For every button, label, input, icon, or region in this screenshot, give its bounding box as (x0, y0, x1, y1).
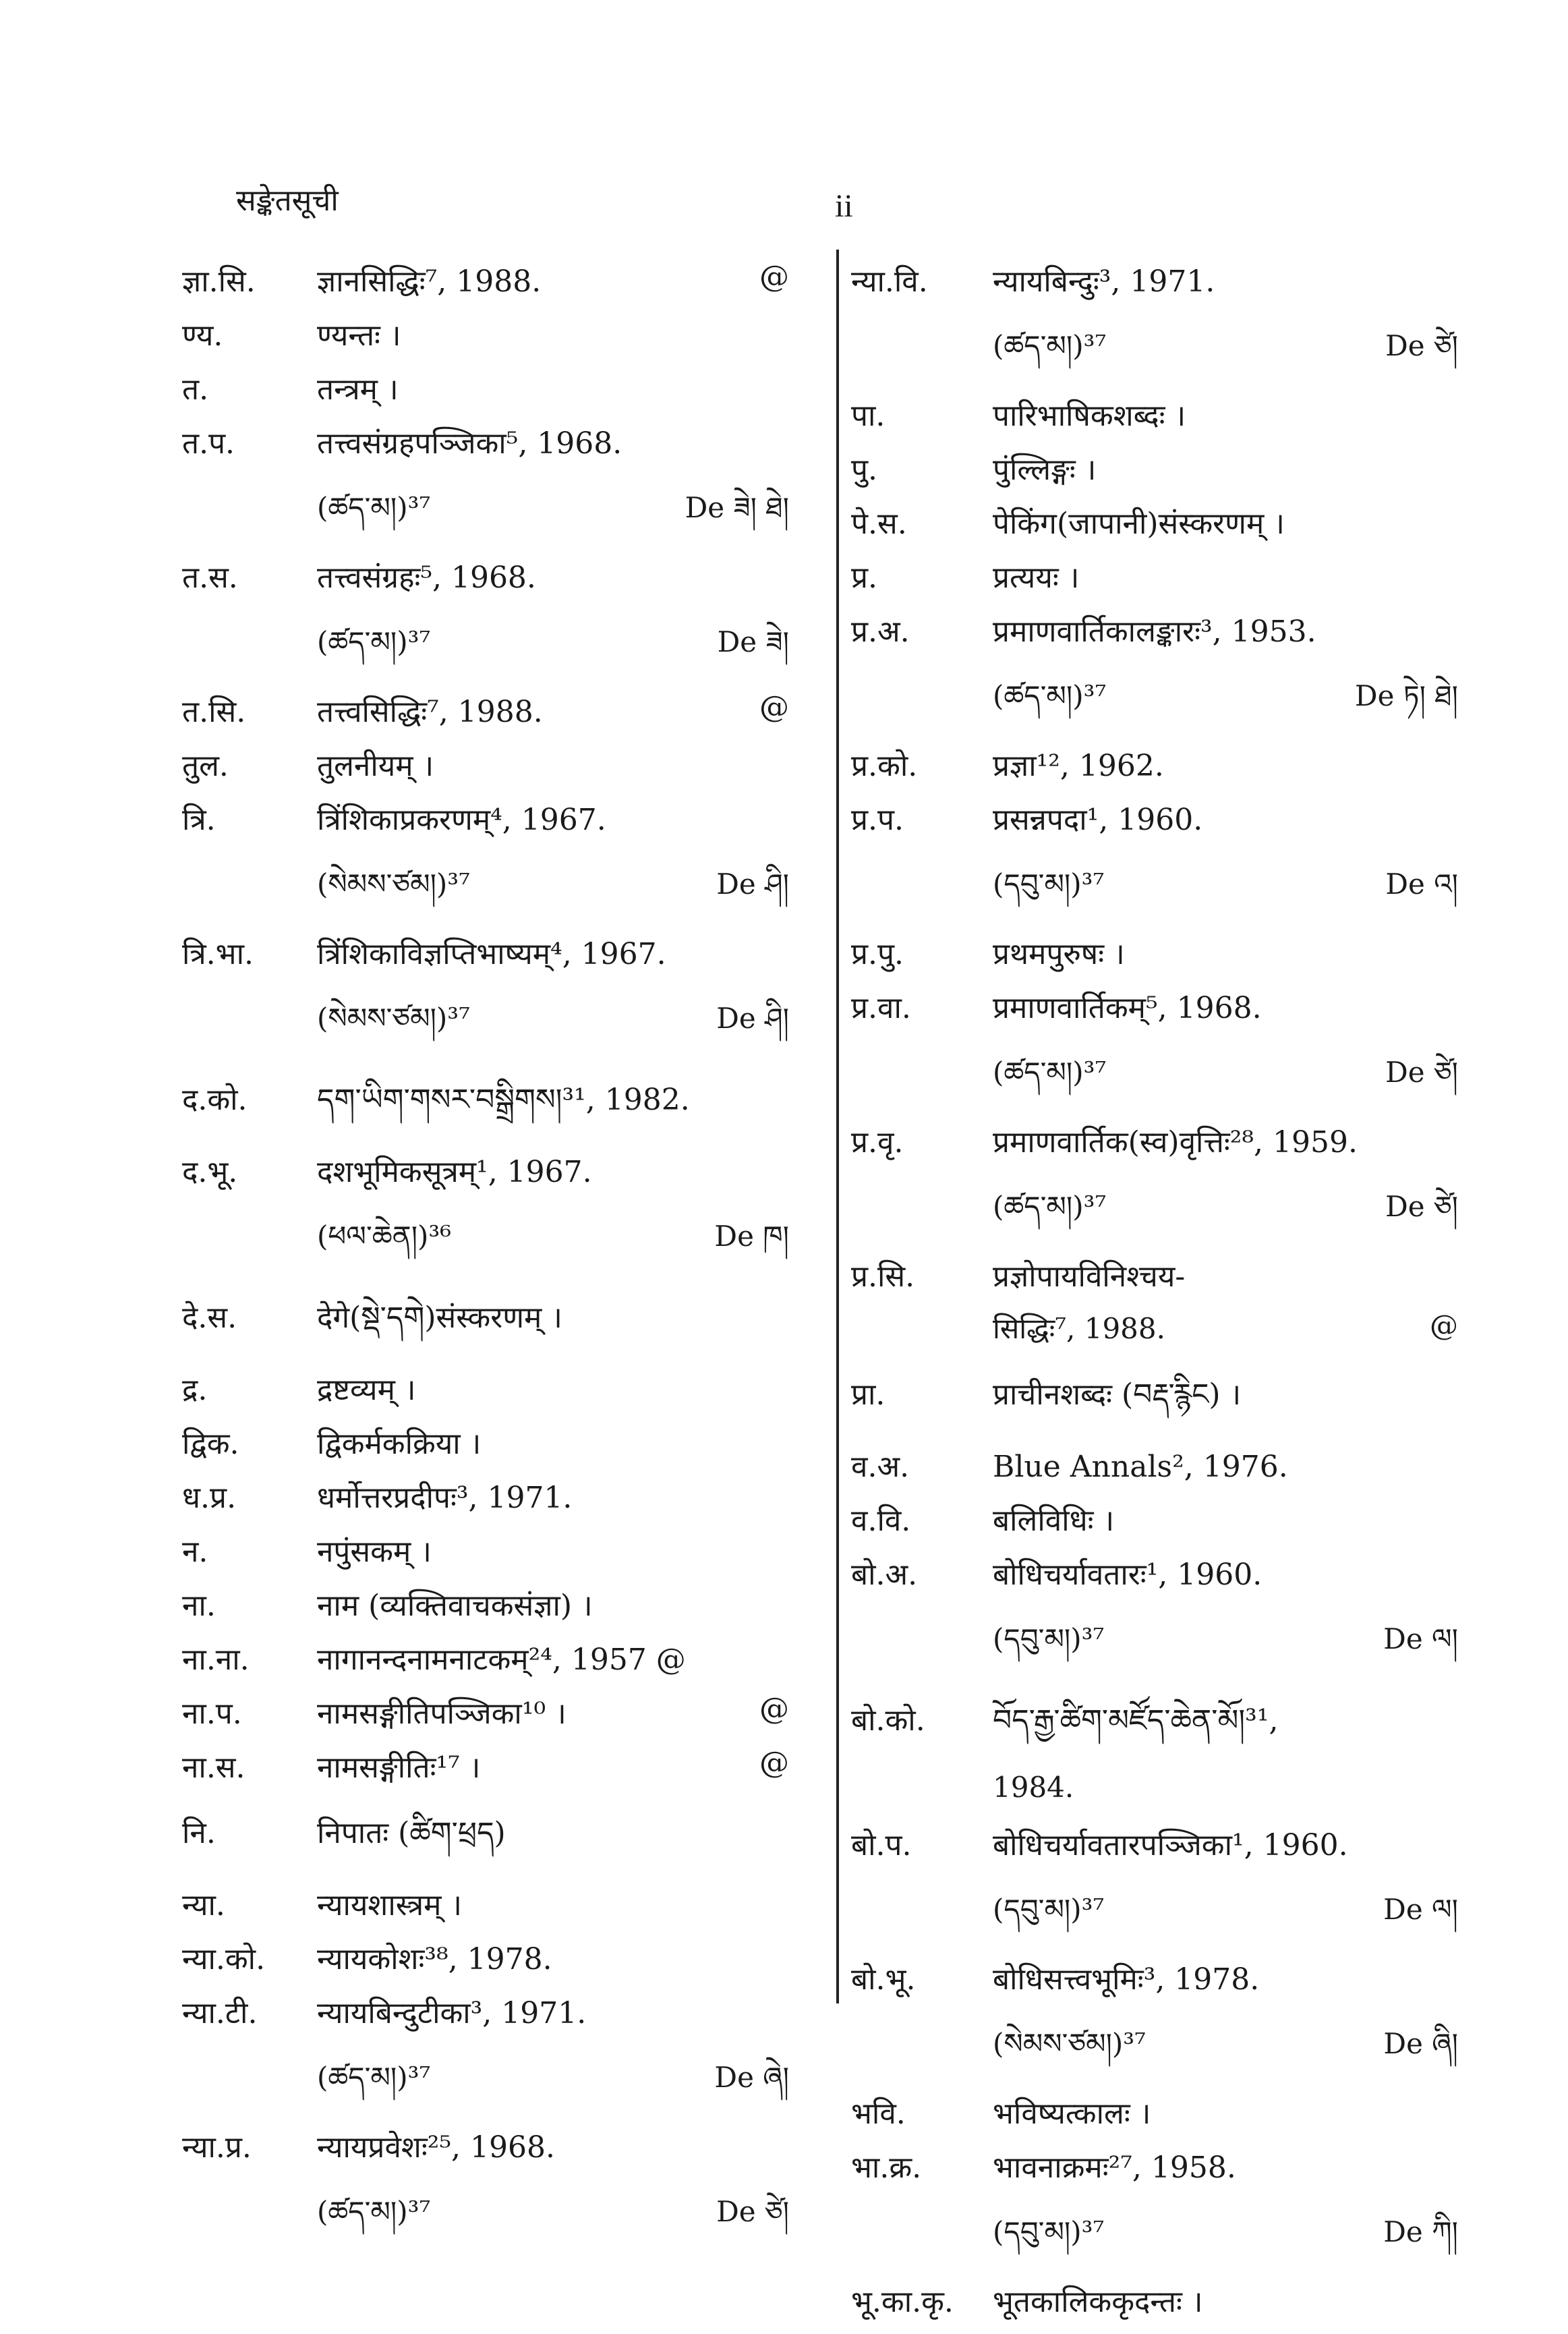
abbreviation-entry (182, 932, 789, 1066)
abbreviation-entry (851, 2146, 1458, 2280)
abbreviation-entry (182, 1800, 789, 1883)
entry-expansion: དག་ཡིག་གསར་བསྒྲིགས།³¹, 1982. (317, 1083, 690, 1117)
entry-main-row (182, 1368, 789, 1422)
entry-main-row (851, 1958, 1458, 2012)
entry-abbreviation: न्या.को. (182, 1942, 266, 1976)
entry-sub-row (182, 476, 789, 556)
entry-main-row (851, 1445, 1458, 1499)
abbreviation-entry (182, 1692, 789, 1746)
entry-abbreviation: व.वि. (851, 1504, 911, 1538)
entry-expansion: धर्मोत्तरप्रदीपः³, 1971. (317, 1481, 573, 1515)
entry-main-row (182, 1530, 789, 1584)
abbreviation-entry (851, 1823, 1458, 1958)
entry-marker: @ (759, 1692, 789, 1726)
entry-expansion: दशभूमिकसूत्रम्¹, 1967. (317, 1155, 592, 1189)
entry-expansion: बलिविधिः । (993, 1504, 1115, 1538)
entry-expansion: प्रथमपुरुषः । (993, 937, 1125, 971)
entry-abbreviation: प्र.सि. (851, 1259, 915, 1294)
entry-main-row (851, 260, 1458, 314)
entry-expansion: བོད་རྒྱ་ཚིག་མཛོད་ཆེན་མོ།³¹, (993, 1703, 1279, 1738)
entry-sub-row (182, 2180, 789, 2260)
entry-sub-row (182, 1204, 789, 1284)
entry-sub-row (851, 852, 1458, 932)
entry-category: (ཚད་མ།)³⁷ (317, 2195, 431, 2228)
entry-main-row (851, 610, 1458, 664)
entry-expansion: भूतकालिककृदन्तः । (993, 2285, 1203, 2319)
entry-category: (ཚད་མ།)³⁷ (317, 491, 431, 524)
entry-abbreviation: दे.स. (182, 1301, 237, 1335)
entry-expansion: न्यायशास्त्रम् । (317, 1888, 463, 1923)
abbreviation-entry (851, 932, 1458, 986)
abbreviation-entry (182, 1368, 789, 1422)
entry-abbreviation: व.अ. (851, 1450, 910, 1484)
entry-derge-ref: De ཙེ། (1385, 1056, 1458, 1089)
entry-abbreviation: त्रि.भा. (182, 937, 254, 971)
abbreviation-entry (182, 314, 789, 368)
entry-abbreviation: ना.प. (182, 1697, 242, 1731)
entry-main-row (182, 556, 789, 610)
entry-main-row (182, 260, 789, 314)
entry-expansion: तत्त्वसिद्धिः⁷, 1988. (317, 695, 543, 729)
entry-abbreviation: प्र.अ. (851, 615, 910, 649)
entry-category: सिद्धिः⁷, 1988. (993, 1312, 1165, 1345)
entry-category: (ཚད་མ།)³⁷ (993, 1056, 1107, 1089)
abbreviation-entry (182, 1422, 789, 1476)
entry-expansion: त्रिंशिकाविज्ञप्तिभाष्यम्⁴, 1967. (317, 937, 666, 971)
abbreviation-entry (851, 798, 1458, 932)
entry-abbreviation: न्या.वि. (851, 264, 928, 299)
entry-abbreviation: बो.अ. (851, 1558, 918, 1592)
entry-expansion: पेकिंग(जापानी)संस्करणम् । (993, 507, 1285, 541)
entry-expansion: प्राचीनशब्दः (བརྡ་རྙིང) । (993, 1377, 1242, 1412)
abbreviation-entry (851, 1553, 1458, 1687)
entry-expansion: नामसङ्गीतिः¹⁷ । (317, 1750, 481, 1785)
entry-derge-ref: De ལ། (1383, 1622, 1458, 1655)
entry-expansion: नाम (व्यक्तिवाचकसंज्ञा) । (317, 1589, 593, 1623)
entry-main-row (182, 798, 789, 852)
entry-expansion: प्रमाणवार्तिक(स्व)वृत्तिः²⁸, 1959. (993, 1125, 1358, 1160)
abbreviation-entry (182, 1066, 789, 1150)
entry-category: (སེམས་ཙམ།)³⁷ (317, 867, 470, 901)
abbreviation-entry (851, 394, 1458, 448)
entry-abbreviation: प्रा. (851, 1377, 885, 1412)
abbreviation-entry (851, 1445, 1458, 1499)
abbreviation-entry (851, 502, 1458, 556)
entry-sub-row (851, 2012, 1458, 2092)
abbreviation-entry (851, 986, 1458, 1120)
entry-marker: @ (759, 690, 789, 724)
entry-sub-row (182, 610, 789, 690)
entry-expansion: प्रत्ययः । (993, 561, 1080, 595)
entry-derge-ref: De ཞེ། (714, 2061, 789, 2094)
entry-derge-ref: De ཁ། (714, 1220, 789, 1253)
entry-main-row (182, 368, 789, 422)
entry-derge-ref: De ཞི། (1383, 2027, 1458, 2060)
entry-category: (དབུ་མ།)³⁷ (993, 867, 1105, 901)
entry-abbreviation: प्र.को. (851, 749, 918, 783)
entry-abbreviation: बो.को. (851, 1703, 925, 1738)
page-number: ii (835, 188, 853, 224)
abbreviation-entry (851, 448, 1458, 502)
entry-main-row (182, 1883, 789, 1937)
entry-abbreviation: ना. (182, 1589, 216, 1623)
entry-main-row (851, 556, 1458, 610)
entry-expansion: न्यायबिन्दुः³, 1971. (993, 264, 1215, 299)
entry-abbreviation: प्र.पु. (851, 937, 904, 971)
entry-main-row (851, 1361, 1458, 1445)
entry-category: (དབུ་མ།)³⁷ (993, 2215, 1105, 2248)
entry-category: (ཚད་མ།)³⁷ (993, 1190, 1107, 1223)
entry-main-row (851, 502, 1458, 556)
entry-main-row (182, 1284, 789, 1368)
entry-expansion: प्रसन्नपदा¹, 1960. (993, 803, 1203, 837)
abbreviation-entry (182, 260, 789, 314)
entry-main-row (182, 1066, 789, 1150)
abbreviation-entry (851, 1120, 1458, 1255)
entry-expansion: प्रज्ञोपायविनिश्चय- (993, 1259, 1186, 1294)
entry-main-row (182, 422, 789, 476)
entry-category: (དབུ་མ།)³⁷ (993, 1622, 1105, 1655)
entry-main-row (182, 1746, 789, 1800)
entry-abbreviation: ण्य. (182, 318, 223, 353)
entry-derge-ref: De ཙེ། (1385, 329, 1458, 362)
entry-sub-row (851, 1771, 1458, 1823)
entry-derge-ref: De ཏེ། ཐེ། (1354, 679, 1458, 712)
abbreviation-entry (851, 1361, 1458, 1445)
entry-abbreviation: पे.स. (851, 507, 907, 541)
entry-sub-row (851, 1877, 1458, 1958)
entry-expansion: प्रमाणवार्तिकालङ्कारः³, 1953. (993, 615, 1316, 649)
entry-expansion: न्यायप्रवेशः²⁵, 1968. (317, 2130, 555, 2165)
abbreviation-entry (182, 422, 789, 556)
entry-sub-row (851, 1309, 1458, 1361)
entry-main-row (182, 1476, 789, 1530)
entry-abbreviation: तुल. (182, 749, 229, 783)
entry-sub-row (851, 664, 1458, 744)
entry-main-row (182, 1150, 789, 1204)
abbreviation-entry (182, 1746, 789, 1800)
entry-abbreviation: द्र. (182, 1373, 208, 1407)
abbreviation-entry (182, 368, 789, 422)
entry-main-row (851, 2146, 1458, 2200)
entry-abbreviation: ना.स. (182, 1750, 245, 1785)
entry-category: (ཚད་མ།)³⁷ (993, 329, 1107, 362)
entry-main-row (851, 1499, 1458, 1553)
entry-main-row (182, 1584, 789, 1638)
abbreviation-entry (182, 1150, 789, 1284)
entry-derge-ref: De ཟེ། ཐེ། (685, 491, 789, 524)
entry-main-row (851, 986, 1458, 1040)
entry-main-row (851, 1553, 1458, 1607)
entry-abbreviation: ज्ञा.सि. (182, 264, 256, 299)
abbreviation-entry (182, 1883, 789, 1937)
entry-main-row (851, 2280, 1458, 2334)
entry-main-row (182, 2126, 789, 2180)
abbreviation-entry (182, 1991, 789, 2126)
abbreviation-entry (182, 798, 789, 932)
entry-abbreviation: ना.ना. (182, 1643, 250, 1677)
entry-abbreviation: त.सि. (182, 695, 246, 729)
entry-abbreviation: भू.का.कृ. (851, 2285, 954, 2319)
entry-category: (ཚད་མ།)³⁷ (993, 679, 1107, 712)
entry-abbreviation: न. (182, 1535, 208, 1569)
page-header-title: सङ्केतसूची (236, 183, 339, 218)
entry-derge-ref: De ཙེ། (1385, 1190, 1458, 1223)
abbreviation-entry (182, 1638, 789, 1692)
entry-expansion: पारिभाषिकशब्दः । (993, 399, 1186, 433)
entry-main-row (182, 932, 789, 986)
entry-main-row (851, 744, 1458, 798)
entry-sub-row (182, 986, 789, 1066)
entry-category: (ཕལ་ཆེན།)³⁶ (317, 1220, 452, 1253)
entry-derge-ref: De ཀི། (1383, 2215, 1458, 2248)
abbreviation-entry (182, 1530, 789, 1584)
entry-derge-ref: De འ། (1385, 867, 1458, 901)
entry-abbreviation: बो.भू. (851, 1962, 916, 1997)
entry-derge-ref: @ (1430, 1309, 1458, 1342)
entry-abbreviation: द्विक. (182, 1427, 239, 1461)
entry-abbreviation: भवि. (851, 2097, 906, 2131)
entry-main-row (851, 1823, 1458, 1877)
entry-main-row (851, 1120, 1458, 1174)
entry-sub-row (851, 1040, 1458, 1120)
entry-expansion: त्रिंशिकाप्रकरणम्⁴, 1967. (317, 803, 606, 837)
entry-main-row (182, 1638, 789, 1692)
entry-derge-ref: De ལ། (1383, 1893, 1458, 1926)
abbreviation-entry (182, 744, 789, 798)
left-column (182, 260, 789, 2260)
entry-main-row (182, 1692, 789, 1746)
entry-main-row (851, 2092, 1458, 2146)
entry-expansion: बोधिचर्यावतारः¹, 1960. (993, 1558, 1262, 1592)
entry-abbreviation: प्र.वा. (851, 991, 911, 1025)
entry-expansion: देगे(སྡེ་དགེ)संस्करणम् । (317, 1301, 562, 1335)
entry-main-row (851, 798, 1458, 852)
entry-abbreviation: बो.प. (851, 1828, 912, 1862)
entry-expansion: ण्यन्तः । (317, 318, 401, 353)
entry-category: (སེམས་ཙམ།)³⁷ (317, 1002, 470, 1035)
entry-expansion: बोधिचर्यावतारपञ्जिका¹, 1960. (993, 1828, 1348, 1862)
entry-marker: @ (759, 260, 789, 294)
entry-sub-row (182, 852, 789, 932)
entry-abbreviation: पु. (851, 453, 877, 487)
entry-expansion: तत्त्वसंग्रहः⁵, 1968. (317, 561, 536, 595)
abbreviation-entry (851, 2280, 1458, 2334)
entry-abbreviation: न्या.प्र. (182, 2130, 252, 2165)
entry-main-row (851, 448, 1458, 502)
entry-abbreviation: त्रि. (182, 803, 216, 837)
entry-expansion: न्यायबिन्दुटीका³, 1971. (317, 1996, 587, 2030)
entry-main-row (182, 1800, 789, 1883)
entry-expansion: तन्त्रम् । (317, 372, 399, 407)
abbreviation-entry (851, 1255, 1458, 1361)
entry-derge-ref: De ཤི། (716, 1002, 789, 1035)
entry-category: (དབུ་མ།)³⁷ (993, 1893, 1105, 1926)
entry-main-row (851, 932, 1458, 986)
entry-abbreviation: भा.क्र. (851, 2151, 922, 2185)
abbreviation-entry (182, 1937, 789, 1991)
entry-category: (ཚད་མ།)³⁷ (317, 2061, 431, 2094)
entry-expansion: तुलनीयम् । (317, 749, 434, 783)
entry-abbreviation: न्या. (182, 1888, 225, 1923)
entry-main-row (851, 1255, 1458, 1309)
entry-abbreviation: त.प. (182, 426, 235, 461)
right-column (851, 260, 1458, 2334)
entry-abbreviation: त.स. (182, 561, 238, 595)
entry-abbreviation: द.को. (182, 1083, 248, 1117)
abbreviation-entry (851, 1958, 1458, 2092)
entry-expansion: नपुंसकम् । (317, 1535, 432, 1569)
entry-expansion: निपातः (ཚིག་ཕྲད) (317, 1816, 506, 1850)
column-divider (836, 250, 839, 2003)
entry-abbreviation: ध.प्र. (182, 1481, 237, 1515)
entry-expansion: बोधिसत्त्वभूमिः³, 1978. (993, 1962, 1260, 1997)
entry-expansion: नागानन्दनामनाटकम्²⁴, 1957 @ (317, 1643, 686, 1677)
entry-category: 1984. (993, 1771, 1074, 1804)
entry-main-row (182, 1937, 789, 1991)
entry-expansion: न्यायकोशः³⁸, 1978. (317, 1942, 552, 1976)
entry-expansion: द्विकर्मकक्रिया । (317, 1427, 482, 1461)
entry-abbreviation: न्या.टी. (182, 1996, 258, 2030)
abbreviation-entry (182, 1584, 789, 1638)
entry-sub-row (182, 2045, 789, 2126)
entry-abbreviation: त. (182, 372, 209, 407)
entry-expansion: प्रमाणवार्तिकम्⁵, 1968. (993, 991, 1262, 1025)
entry-main-row (182, 744, 789, 798)
entry-abbreviation: प्र. (851, 561, 878, 595)
abbreviation-entry (182, 1284, 789, 1368)
entry-abbreviation: प्र.वृ. (851, 1125, 904, 1160)
entry-main-row (182, 1422, 789, 1476)
entry-abbreviation: प्र.प. (851, 803, 904, 837)
entry-derge-ref: De ཙེ། (716, 2195, 789, 2228)
entry-expansion: प्रज्ञा¹², 1962. (993, 749, 1164, 783)
entry-abbreviation: द.भू. (182, 1155, 238, 1189)
abbreviation-entry (851, 744, 1458, 798)
entry-expansion: नामसङ्गीतिपञ्जिका¹⁰ । (317, 1697, 567, 1731)
abbreviation-entry (182, 2126, 789, 2260)
entry-marker: @ (759, 1746, 789, 1780)
entry-abbreviation: नि. (182, 1816, 216, 1850)
entry-expansion: ज्ञानसिद्धिः⁷, 1988. (317, 264, 542, 299)
entry-main-row (851, 1687, 1458, 1771)
entry-category: (སེམས་ཙམ།)³⁷ (993, 2027, 1146, 2060)
entry-main-row (182, 1991, 789, 2045)
entry-expansion: भावनाक्रमः²⁷, 1958. (993, 2151, 1236, 2185)
abbreviation-entry (851, 610, 1458, 744)
entry-expansion: पुंल्लिङ्गः । (993, 453, 1097, 487)
abbreviation-entry (851, 2092, 1458, 2146)
entry-derge-ref: De ཤི། (716, 867, 789, 901)
entry-expansion: तत्त्वसंग्रहपञ्जिका⁵, 1968. (317, 426, 622, 461)
abbreviation-entry (182, 690, 789, 744)
abbreviation-entry (182, 556, 789, 690)
entry-expansion: भविष्यत्कालः । (993, 2097, 1151, 2131)
abbreviation-entry (851, 260, 1458, 394)
entry-main-row (182, 314, 789, 368)
entry-sub-row (851, 314, 1458, 394)
abbreviation-entry (851, 556, 1458, 610)
abbreviation-entry (182, 1476, 789, 1530)
entry-sub-row (851, 1607, 1458, 1687)
entry-derge-ref: De ཟེ། (717, 625, 789, 658)
entry-abbreviation: पा. (851, 399, 885, 433)
entry-sub-row (851, 1174, 1458, 1255)
entry-main-row (851, 394, 1458, 448)
entry-category: (ཚད་མ།)³⁷ (317, 625, 431, 658)
abbreviation-entry (851, 1499, 1458, 1553)
entry-expansion: द्रष्टव्यम् । (317, 1373, 416, 1407)
abbreviation-entry (851, 1687, 1458, 1823)
entry-expansion: Blue Annals², 1976. (993, 1450, 1288, 1484)
entry-main-row (182, 690, 789, 744)
